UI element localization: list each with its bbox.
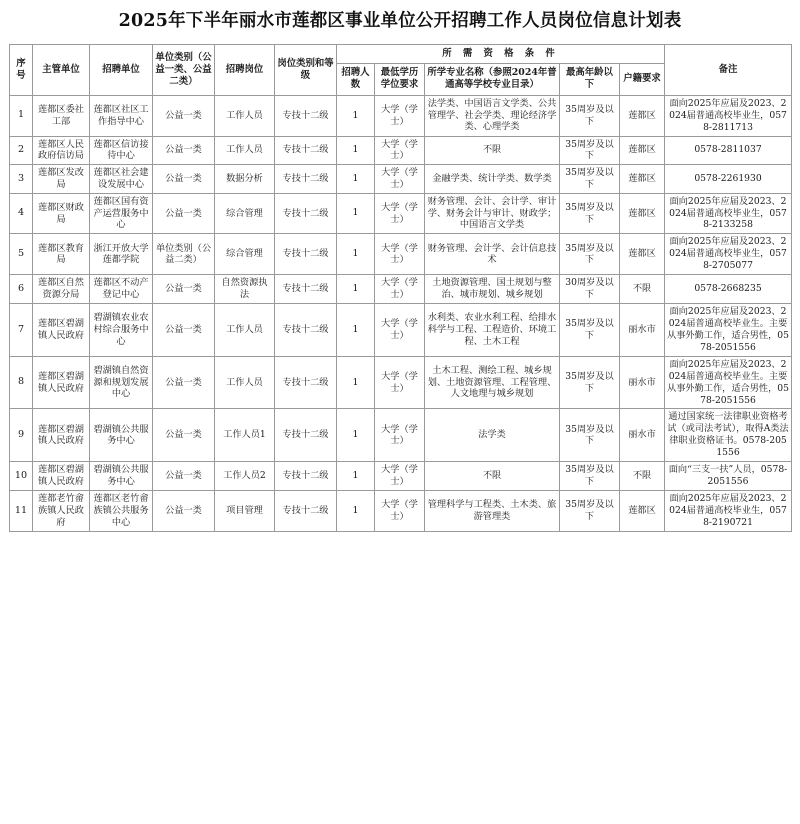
cell-education: 大学（学士） xyxy=(375,462,425,491)
cell-unit-category: 公益一类 xyxy=(153,462,215,491)
cell-household: 不限 xyxy=(620,275,665,304)
cell-unit: 碧湖镇公共服务中心 xyxy=(90,409,153,462)
cell-post-level: 专技十二级 xyxy=(275,409,337,462)
cell-household: 丽水市 xyxy=(620,303,665,356)
cell-major: 水利类、农业水利工程、给排水科学与工程、工程造价、环境工程、土木工程 xyxy=(425,303,560,356)
cell-post: 工作人员2 xyxy=(215,462,275,491)
cell-hire-count: 1 xyxy=(337,462,375,491)
cell-index: 8 xyxy=(10,356,33,409)
cell-unit: 莲都区社区工作指导中心 xyxy=(90,95,153,136)
cell-index: 5 xyxy=(10,234,33,275)
cell-household: 莲都区 xyxy=(620,95,665,136)
cell-supervisor: 莲都区碧湖镇人民政府 xyxy=(33,356,90,409)
cell-supervisor: 莲都区碧湖镇人民政府 xyxy=(33,303,90,356)
cell-post: 工作人员 xyxy=(215,95,275,136)
cell-max-age: 35周岁及以下 xyxy=(560,409,620,462)
table-row xyxy=(10,165,792,194)
cell-education: 大学（学士） xyxy=(375,491,425,532)
cell-post-level: 专技十二级 xyxy=(275,136,337,165)
cell-hire-count: 1 xyxy=(337,303,375,356)
job-plan-table xyxy=(9,44,792,532)
header-household: 户籍要求 xyxy=(620,64,665,95)
cell-post-level: 专技十二级 xyxy=(275,95,337,136)
cell-household: 不限 xyxy=(620,462,665,491)
table-row xyxy=(10,356,792,409)
cell-hire-count: 1 xyxy=(337,409,375,462)
cell-max-age: 35周岁及以下 xyxy=(560,136,620,165)
cell-hire-count: 1 xyxy=(337,165,375,194)
header-major: 所学专业名称（参照2024年普通高等学校专业目录） xyxy=(425,64,560,95)
cell-major: 土木工程、测绘工程、城乡规划、土地资源管理、工程管理、人文地理与城乡规划 xyxy=(425,356,560,409)
cell-max-age: 35周岁及以下 xyxy=(560,193,620,234)
cell-education: 大学（学士） xyxy=(375,95,425,136)
cell-post: 工作人员1 xyxy=(215,409,275,462)
cell-supervisor: 莲都区委社工部 xyxy=(33,95,90,136)
page-title: 2025年下半年丽水市莲都区事业单位公开招聘工作人员岗位信息计划表 xyxy=(118,11,682,31)
table-row xyxy=(10,95,792,136)
cell-max-age: 35周岁及以下 xyxy=(560,356,620,409)
cell-unit: 莲都区信访接待中心 xyxy=(90,136,153,165)
table-row xyxy=(10,491,792,532)
cell-supervisor: 莲都区碧湖镇人民政府 xyxy=(33,409,90,462)
cell-major: 不限 xyxy=(425,136,560,165)
cell-post-level: 专技十二级 xyxy=(275,165,337,194)
table-header xyxy=(10,45,792,96)
cell-unit: 莲都区国有资产运营服务中心 xyxy=(90,193,153,234)
cell-household: 莲都区 xyxy=(620,491,665,532)
cell-post: 综合管理 xyxy=(215,193,275,234)
cell-unit: 莲都区不动产登记中心 xyxy=(90,275,153,304)
cell-remark: 0578-2811037 xyxy=(665,136,792,165)
cell-max-age: 30周岁及以下 xyxy=(560,275,620,304)
cell-index: 7 xyxy=(10,303,33,356)
cell-major: 土地资源管理、国土规划与整治、城市规划、城乡规划 xyxy=(425,275,560,304)
table-body xyxy=(10,95,792,531)
cell-post-level: 专技十二级 xyxy=(275,234,337,275)
cell-hire-count: 1 xyxy=(337,234,375,275)
cell-household: 丽水市 xyxy=(620,356,665,409)
cell-education: 大学（学士） xyxy=(375,193,425,234)
cell-unit-category: 公益一类 xyxy=(153,165,215,194)
table-row xyxy=(10,409,792,462)
cell-unit: 浙江开放大学莲都学院 xyxy=(90,234,153,275)
cell-education: 大学（学士） xyxy=(375,356,425,409)
cell-major: 不限 xyxy=(425,462,560,491)
cell-education: 大学（学士） xyxy=(375,409,425,462)
header-post-level: 岗位类别和等级 xyxy=(275,45,337,96)
cell-household: 丽水市 xyxy=(620,409,665,462)
cell-supervisor: 莲都区教育局 xyxy=(33,234,90,275)
header-unit-category: 单位类别（公益一类、公益二类） xyxy=(153,45,215,96)
cell-remark: 0578-2668235 xyxy=(665,275,792,304)
cell-post: 项目管理 xyxy=(215,491,275,532)
cell-post: 数据分析 xyxy=(215,165,275,194)
cell-remark: 面向2025年应届及2023、2024届普通高校毕业生，0578-2133258 xyxy=(665,193,792,234)
cell-remark: 面向2025年应届及2023、2024届普通高校毕业生，0578-2190721 xyxy=(665,491,792,532)
cell-major: 财务管理、会计、会计学、审计学、财务会计与审计、财政学；中国语言文学类 xyxy=(425,193,560,234)
cell-index: 10 xyxy=(10,462,33,491)
cell-unit: 碧湖镇自然资源和规划发展中心 xyxy=(90,356,153,409)
cell-max-age: 35周岁及以下 xyxy=(560,95,620,136)
cell-max-age: 35周岁及以下 xyxy=(560,491,620,532)
table-row xyxy=(10,303,792,356)
cell-supervisor: 莲都区财政局 xyxy=(33,193,90,234)
cell-post-level: 专技十二级 xyxy=(275,491,337,532)
cell-post-level: 专技十二级 xyxy=(275,303,337,356)
cell-remark: 面向2025年应届及2023、2024届普通高校毕业生。主要从事外勤工作，适合男性，0578-2051556 xyxy=(665,303,792,356)
cell-supervisor: 莲都区自然资源分局 xyxy=(33,275,90,304)
cell-household: 莲都区 xyxy=(620,193,665,234)
cell-post: 工作人员 xyxy=(215,136,275,165)
cell-household: 莲都区 xyxy=(620,136,665,165)
cell-post-level: 专技十二级 xyxy=(275,356,337,409)
cell-education: 大学（学士） xyxy=(375,234,425,275)
cell-unit-category: 公益一类 xyxy=(153,95,215,136)
cell-unit: 碧湖镇公共服务中心 xyxy=(90,462,153,491)
header-supervisor: 主管单位 xyxy=(33,45,90,96)
cell-unit-category: 公益一类 xyxy=(153,409,215,462)
cell-major: 金融学类、统计学类、数学类 xyxy=(425,165,560,194)
cell-education: 大学（学士） xyxy=(375,275,425,304)
cell-major: 财务管理、会计学、会计信息技术 xyxy=(425,234,560,275)
cell-post-level: 专技十二级 xyxy=(275,193,337,234)
cell-unit-category: 公益一类 xyxy=(153,275,215,304)
cell-index: 1 xyxy=(10,95,33,136)
header-post: 招聘岗位 xyxy=(215,45,275,96)
cell-major: 法学类、中国语言文学类、公共管理学、社会学类、理论经济学类、心理学类 xyxy=(425,95,560,136)
cell-hire-count: 1 xyxy=(337,491,375,532)
cell-unit-category: 公益一类 xyxy=(153,303,215,356)
cell-remark: 面向2025年应届及2023、2024届普通高校毕业生。主要从事外勤工作，适合男性，0578-2051556 xyxy=(665,356,792,409)
cell-index: 11 xyxy=(10,491,33,532)
cell-index: 6 xyxy=(10,275,33,304)
header-unit: 招聘单位 xyxy=(90,45,153,96)
cell-unit: 莲都区老竹畲族镇公共服务中心 xyxy=(90,491,153,532)
header-index: 序号 xyxy=(10,45,33,96)
table-row xyxy=(10,136,792,165)
cell-hire-count: 1 xyxy=(337,193,375,234)
cell-hire-count: 1 xyxy=(337,356,375,409)
cell-post-level: 专技十二级 xyxy=(275,462,337,491)
cell-max-age: 35周岁及以下 xyxy=(560,234,620,275)
header-hire-count: 招聘人数 xyxy=(337,64,375,95)
cell-unit-category: 公益一类 xyxy=(153,491,215,532)
cell-remark: 通过国家统一法律职业资格考试（或司法考试），取得A类法律职业资格证书。0578-2051556 xyxy=(665,409,792,462)
cell-household: 莲都区 xyxy=(620,234,665,275)
cell-remark: 面向2025年应届及2023、2024届普通高校毕业生，0578-2811713 xyxy=(665,95,792,136)
cell-post: 自然资源执法 xyxy=(215,275,275,304)
cell-unit-category: 公益一类 xyxy=(153,136,215,165)
cell-index: 4 xyxy=(10,193,33,234)
cell-education: 大学（学士） xyxy=(375,136,425,165)
cell-max-age: 35周岁及以下 xyxy=(560,462,620,491)
table-row xyxy=(10,462,792,491)
header-row-top xyxy=(10,45,792,64)
cell-unit-category: 公益一类 xyxy=(153,356,215,409)
cell-education: 大学（学士） xyxy=(375,303,425,356)
cell-unit-category: 单位类别（公益二类） xyxy=(153,234,215,275)
header-education: 最低学历学位要求 xyxy=(375,64,425,95)
cell-index: 3 xyxy=(10,165,33,194)
cell-post: 工作人员 xyxy=(215,356,275,409)
table-row xyxy=(10,193,792,234)
header-max-age: 最高年龄以下 xyxy=(560,64,620,95)
cell-unit: 碧湖镇农业农村综合服务中心 xyxy=(90,303,153,356)
cell-major: 管理科学与工程类、土木类、旅游管理类 xyxy=(425,491,560,532)
cell-remark: 面向“三支一扶”人员，0578-2051556 xyxy=(665,462,792,491)
cell-index: 9 xyxy=(10,409,33,462)
cell-max-age: 35周岁及以下 xyxy=(560,303,620,356)
cell-supervisor: 莲都区发改局 xyxy=(33,165,90,194)
cell-post: 工作人员 xyxy=(215,303,275,356)
cell-major: 法学类 xyxy=(425,409,560,462)
cell-remark: 面向2025年应届及2023、2024届普通高校毕业生，0578-2705077 xyxy=(665,234,792,275)
cell-unit: 莲都区社会建设发展中心 xyxy=(90,165,153,194)
cell-supervisor: 莲都老竹畲族镇人民政府 xyxy=(33,491,90,532)
cell-post-level: 专技十二级 xyxy=(275,275,337,304)
header-qualification-group: 所 需 资 格 条 件 xyxy=(337,45,665,64)
cell-max-age: 35周岁及以下 xyxy=(560,165,620,194)
cell-hire-count: 1 xyxy=(337,275,375,304)
cell-remark: 0578-2261930 xyxy=(665,165,792,194)
cell-supervisor: 莲都区人民政府信访局 xyxy=(33,136,90,165)
cell-hire-count: 1 xyxy=(337,95,375,136)
cell-post: 综合管理 xyxy=(215,234,275,275)
cell-supervisor: 莲都区碧湖镇人民政府 xyxy=(33,462,90,491)
cell-index: 2 xyxy=(10,136,33,165)
table-row xyxy=(10,234,792,275)
cell-household: 莲都区 xyxy=(620,165,665,194)
cell-unit-category: 公益一类 xyxy=(153,193,215,234)
cell-education: 大学（学士） xyxy=(375,165,425,194)
table-row xyxy=(10,275,792,304)
cell-hire-count: 1 xyxy=(337,136,375,165)
header-remark: 备注 xyxy=(665,45,792,96)
